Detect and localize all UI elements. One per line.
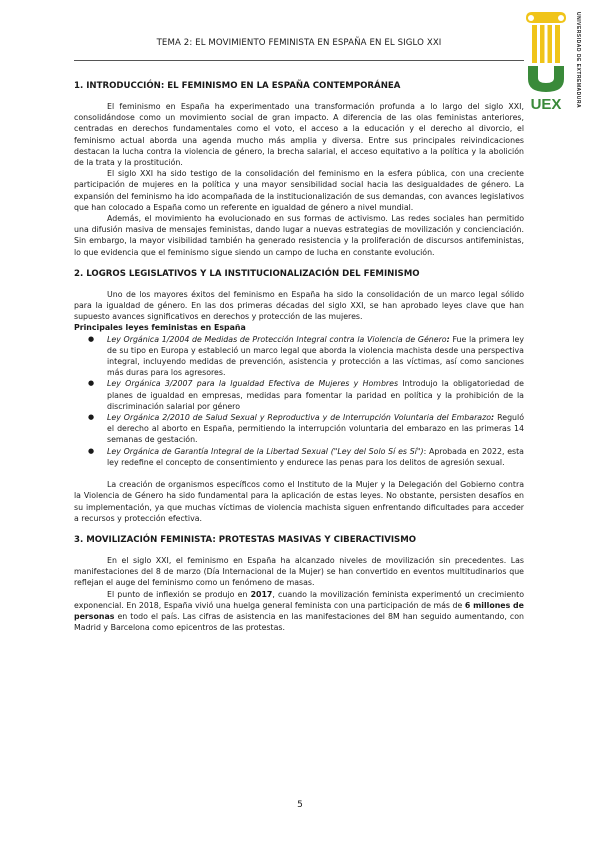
law-title: Ley Orgánica 2/2010 de Salud Sexual y Reproductiva y de Interrupción Voluntaria del Embarazo :	[107, 413, 494, 422]
logo-letters: UEX	[530, 96, 562, 112]
laws-subheading: Principales leyes feministas en España	[74, 323, 246, 333]
laws-list	[74, 334, 524, 468]
logo-vertical-text: UNIVERSIDAD DE EXTREMADURA	[575, 12, 581, 109]
section-3-heading: 3. MOVILIZACIÓN FEMINISTA: PROTESTAS MASIVAS Y CIBERACTIVISMO	[74, 534, 417, 545]
law-list-item	[74, 412, 524, 446]
highlight-year: 2017	[250, 589, 273, 599]
section-1-paragraph: El feminismo en España ha experimentado una transformación profunda a lo largo del siglo XXI, consolidándose como un movimiento social de gran impacto. A diferencia de las olas feministas anteriores, centradas en derechos fundamentales como el voto, el acceso a la educación y el derecho al divorcio, el feminismo actual aborda una agenda mucho más amplia y diversa. Entre sus principales reivindicaciones destacan la lucha contra la violencia de género, la brecha salarial, el acceso equitativo a la política y la abolición de la trata y la prostitución.	[74, 102, 524, 168]
header-divider	[74, 60, 524, 61]
logo-u-shape	[528, 66, 564, 92]
bullet-icon: ●	[88, 413, 95, 422]
bullet-icon: ●	[88, 379, 95, 388]
section-2-intro: Uno de los mayores éxitos del feminismo en España ha sido la consolidación de un marco legal sólido para la igualdad de género. En las dos primeras décadas del siglo XXI, se han aprobado leyes clave que han supuesto avances significativos en derechos y protección de las mujeres.	[74, 289, 524, 322]
section-3-paragraph: En el siglo XXI, el feminismo en España ha alcanzado niveles de movilización sin precedentes. Las manifestaciones del 8 de marzo (Día Internacional de la Mujer) se han convertido en eventos multitudinarios que reflejan el auge del feminismo como un fenómeno de masas.	[74, 555, 524, 588]
section-1-paragraph: Además, el movimiento ha evolucionado en sus formas de activismo. Las redes sociales han permitido una difusión masiva de mensajes feministas, dando lugar a nuevas estrategias de movilización y concienciación. Sin embargo, la mayor visibilidad también ha generado resistencia y la proliferación de discursos antifeministas, lo que evidencia que el feminismo sigue siendo un campo de lucha en constante evolución.	[74, 214, 524, 257]
law-text: Aprobada en 2022, esta ley redefine el concepto de consentimiento y endurece las penas para los delitos de agresión sexual.	[107, 446, 524, 467]
document-body	[74, 80, 524, 633]
text-run: en todo el país. Las cifras de asistencia en las manifestaciones del 8M han seguido aumentando, con Madrid y Barcelona como epicentros de las protestas.	[74, 611, 524, 633]
section-1-heading: 1. INTRODUCCIÓN: EL FEMINISMO EN LA ESPAÑA CONTEMPORÁNEA	[74, 81, 401, 91]
law-text: Introdujo la obligatoriedad de planes de igualdad en empresas, medidas para fomentar la paridad en política y la prohibición de la discriminación salarial por género	[107, 379, 524, 411]
uex-logo-icon	[520, 8, 592, 112]
page-header: TEMA 2: EL MOVIMIENTO FEMINISTA EN ESPAÑA EN EL SIGLO XXI	[156, 38, 442, 48]
page-number: 5	[297, 800, 303, 810]
spacer	[74, 468, 524, 479]
law-title: Ley Orgánica de Garantía Integral de la Libertad Sexual ("Ley del Solo Sí es Sí")	[107, 446, 424, 456]
bullet-icon: ●	[88, 446, 95, 455]
law-list-item	[74, 334, 524, 379]
section-3-paragraph	[74, 589, 524, 634]
section-2-closing: La creación de organismos específicos como el Instituto de la Mujer y la Delegación del Gobierno contra la Violencia de Género ha sido fundamental para la aplicación de estas leyes. No obstante, persisten desafíos en su implementación, ya que muchas víctimas de violencia machista siguen enfrentando dificultades para acceder a recursos y protección efectiva.	[74, 480, 524, 523]
highlight-participants: 6 millones de personas	[74, 600, 524, 621]
section-1-paragraph: El siglo XXI ha sido testigo de la consolidación del feminismo en la esfera pública, con una creciente participación de mujeres en la política y una mayor sensibilidad social hacia las desigualdades de género. La expansión del feminismo ha ido acompañada de la institucionalización de sus demandas, con avances legislativos que han colocado a España como un referente en igualdad de género a nivel mundial.	[74, 169, 524, 212]
law-list-item: ● Ley Orgánica de Garantía Integral de la Libertad Sexual ("Ley del Solo Sí es Sí"): Aprobada en 2022, esta ley redefine el concepto de consentimiento y endurece las penas para los delitos de agresión sexual.	[88, 446, 524, 467]
law-text: Reguló el derecho al aborto en España, permitiendo la interrupción voluntaria del embarazo en las primeras 14 semanas de gestación.	[107, 413, 524, 445]
law-title: Ley Orgánica 3/2007 para la Igualdad Efectiva de Mujeres y Hombres	[107, 379, 399, 389]
law-text: Fue la primera ley de su tipo en Europa y estableció un marco legal que aborda la violencia machista desde una perspectiva integral, incluyendo medidas de prevención, asistencia y protección a las víctimas, así como sanciones más duras para los agresores.	[107, 334, 524, 378]
text-run: , cuando la movilización feminista experimentó un crecimiento exponencial. En 2018, España vivió una huelga general feminista con una participación de más de	[74, 589, 524, 610]
text-run: El punto de inflexión se produjo en	[107, 589, 251, 599]
bullet-icon: ●	[88, 334, 95, 343]
section-2-heading: 2. LOGROS LEGISLATIVOS Y LA INSTITUCIONALIZACIÓN DEL FEMINISMO	[74, 268, 420, 279]
law-title: Ley Orgánica 1/2004 de Medidas de Protección Integral contra la Violencia de Género :	[107, 335, 450, 344]
law-list-item	[74, 378, 524, 412]
